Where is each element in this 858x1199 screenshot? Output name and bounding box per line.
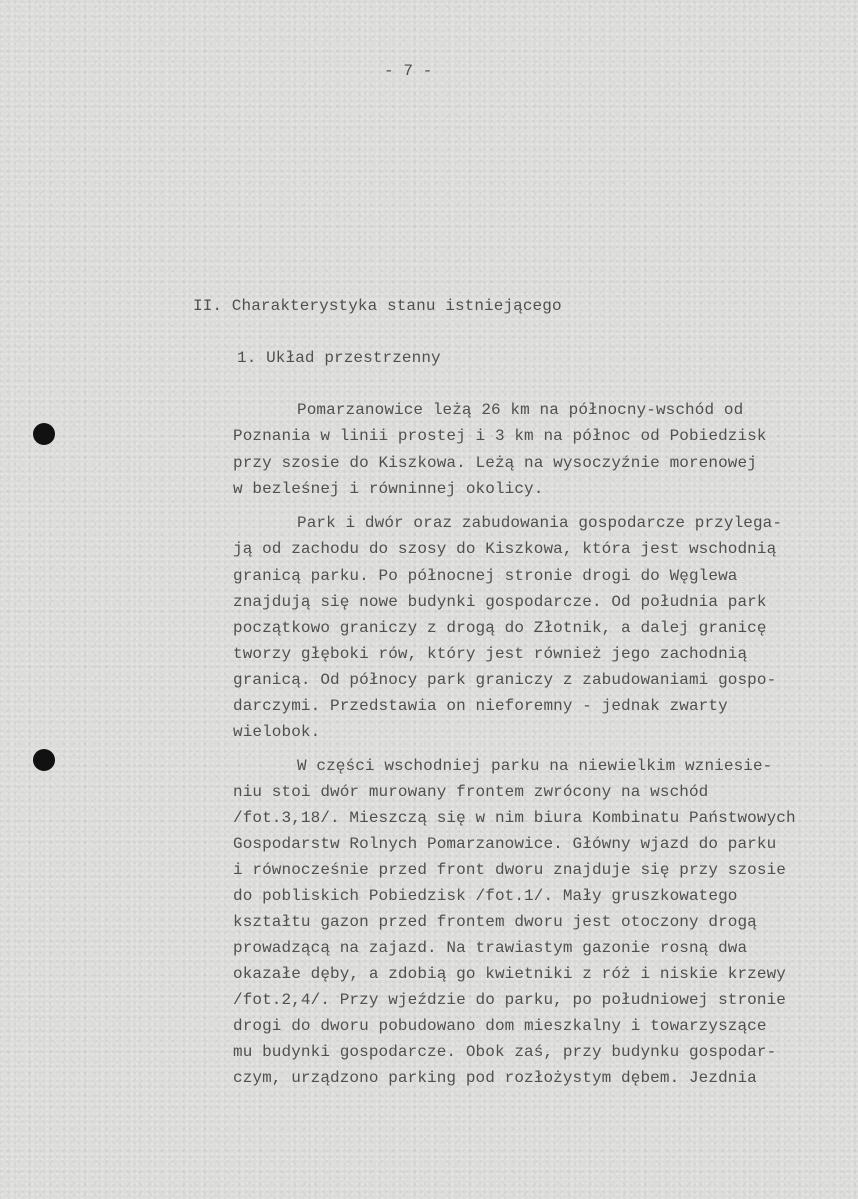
- body-line: granicą. Od północy park graniczy z zabudowaniami gospo-: [233, 671, 777, 689]
- body-line: i równocześnie przed front dworu znajduje się przy szosie: [233, 861, 786, 879]
- body-line: Poznania w linii prostej i 3 km na północ od Pobiedzisk: [233, 427, 767, 445]
- body-line: /fot.2,4/. Przy wjeździe do parku, po południowej stronie: [233, 991, 786, 1009]
- binder-hole-top: [33, 423, 55, 445]
- body-line: przy szosie do Kiszkowa. Leżą na wysoczyźnie morenowej: [233, 454, 757, 472]
- body-line: Park i dwór oraz zabudowania gospodarcze przylega-: [297, 514, 783, 532]
- body-line: początkowo graniczy z drogą do Złotnik, a dalej granicę: [233, 619, 767, 637]
- body-line: ją od zachodu do szosy do Kiszkowa, która jest wschodnią: [233, 540, 777, 558]
- body-line: niu stoi dwór murowany frontem zwrócony na wschód: [233, 783, 709, 801]
- body-line: do pobliskich Pobiedzisk /fot.1/. Mały gruszkowatego: [233, 887, 738, 905]
- body-line: W części wschodniej parku na niewielkim wzniesie-: [297, 757, 773, 775]
- body-line: drogi do dworu pobudowano dom mieszkalny i towarzyszące: [233, 1017, 767, 1035]
- page-number: - 7 -: [384, 62, 433, 80]
- body-line: Pomarzanowice leżą 26 km na północny-wschód od: [297, 401, 744, 419]
- body-line: w bezleśnej i równinnej okolicy.: [233, 480, 544, 498]
- body-line: prowadzącą na zajazd. Na trawiastym gazonie rosną dwa: [233, 939, 748, 957]
- body-line: /fot.3,18/. Mieszczą się w nim biura Kombinatu Państwowych: [233, 809, 796, 827]
- body-line: kształtu gazon przed frontem dworu jest otoczony drogą: [233, 913, 757, 931]
- body-line: okazałe dęby, a zdobią go kwietniki z róż i niskie krzewy: [233, 965, 786, 983]
- body-line: mu budynki gospodarcze. Obok zaś, przy budynku gospodar-: [233, 1043, 777, 1061]
- body-line: tworzy głęboki rów, który jest również jego zachodnią: [233, 645, 748, 663]
- body-line: czym, urządzono parking pod rozłożystym dębem. Jezdnia: [233, 1069, 757, 1087]
- body-line: znajdują się nowe budynki gospodarcze. Od południa park: [233, 593, 767, 611]
- subsection-heading: 1. Układ przestrzenny: [237, 349, 441, 367]
- body-line: Gospodarstw Rolnych Pomarzanowice. Główny wjazd do parku: [233, 835, 777, 853]
- body-line: granicą parku. Po północnej stronie drogi do Węglewa: [233, 567, 738, 585]
- binder-hole-bottom: [33, 749, 55, 771]
- body-line: wielobok.: [233, 723, 321, 741]
- body-line: darczymi. Przedstawia on nieforemny - jednak zwarty: [233, 697, 728, 715]
- section-heading: II. Charakterystyka stanu istniejącego: [193, 297, 562, 315]
